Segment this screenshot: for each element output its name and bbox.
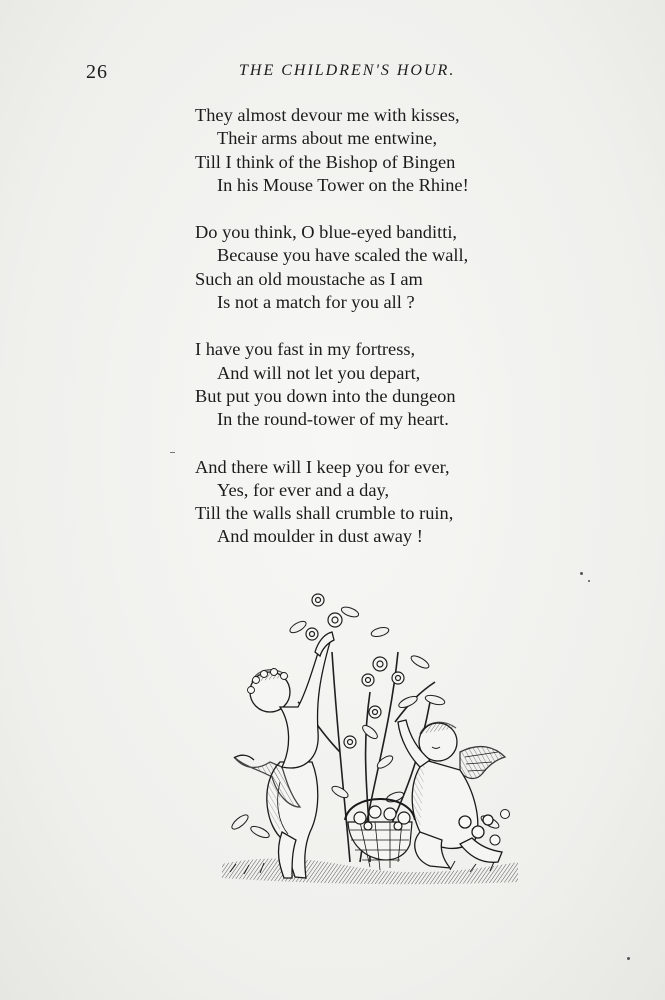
paper-speck [588, 580, 590, 582]
poem [195, 104, 595, 573]
stanza-1 [195, 104, 595, 197]
poem-line: And will not let you depart, [217, 362, 421, 383]
poem-line: In his Mouse Tower on the Rhine! [217, 174, 469, 195]
poem-line: But put you down into the dungeon [195, 385, 456, 406]
poem-line: And moulder in dust away ! [217, 526, 423, 547]
poem-line: Is not a match for you all ? [217, 292, 415, 313]
stanza-4 [195, 456, 595, 549]
paper-speck [580, 572, 583, 575]
poem-line: In the round-tower of my heart. [217, 409, 449, 430]
poem-line: They almost devour me with kisses, [195, 105, 460, 125]
cherubs-illustration [220, 582, 520, 894]
page-number: 26 [86, 61, 108, 83]
paper-speck [170, 452, 175, 453]
poem-line: I have you fast in my fortress, [195, 339, 416, 360]
poem-line: Do you think, O blue-eyed banditti, [195, 222, 458, 243]
poem-line: Till I think of the Bishop of Bingen [195, 151, 456, 172]
stanza-3 [195, 338, 595, 431]
poem-line: And there will I keep you for ever, [195, 456, 450, 477]
paper-speck [627, 957, 630, 960]
poem-line: Such an old moustache as I am [195, 268, 423, 289]
poem-line: Because you have scaled the wall, [217, 245, 469, 266]
poem-line: Till the walls shall crumble to ruin, [195, 503, 454, 524]
stanza-2 [195, 221, 595, 314]
running-head-title: THE CHILDREN'S HOUR. [239, 62, 456, 79]
poem-line: Yes, for ever and a day, [217, 479, 390, 500]
poem-line: Their arms about me entwine, [217, 128, 438, 149]
